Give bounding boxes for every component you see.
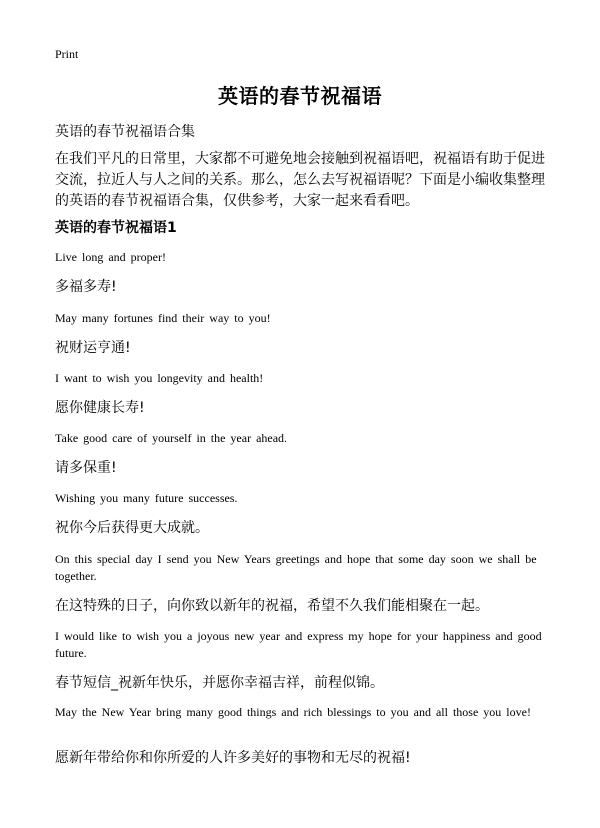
document-title: 英语的春节祝福语 bbox=[218, 84, 382, 108]
english-line: On this special day I send you New Years greetings and hope that some day soon we shall be together. bbox=[55, 552, 537, 583]
english-line: May many fortunes find their way to you! bbox=[55, 311, 271, 325]
english-line: Take good care of yourself in the year ahead. bbox=[55, 431, 288, 445]
section-heading: 英语的春节祝福语1 bbox=[55, 220, 177, 236]
intro-paragraph: 在我们平凡的日常里，大家都不可避免地会接触到祝福语吧，祝福语有助于促进交流，拉近人与人之间的关系。那么，怎么去写祝福语呢？下面是小编收集整理的英语的春节祝福语合集，仅供参考，大家一起来看看吧。 bbox=[55, 151, 545, 209]
english-line: Wishing you many future successes. bbox=[55, 491, 238, 505]
chinese-line: 祝你今后获得更大成就。 bbox=[55, 520, 209, 536]
english-line: May the New Year bring many good things and rich blessings to you and all those you love! bbox=[55, 705, 531, 719]
chinese-line: 愿你健康长寿! bbox=[55, 400, 145, 416]
document-subtitle: 英语的春节祝福语合集 bbox=[55, 124, 195, 140]
chinese-line: 春节短信_祝新年快乐，并愿你幸福吉祥，前程似锦。 bbox=[55, 675, 384, 691]
chinese-line: 请多保重! bbox=[55, 460, 117, 476]
chinese-line: 祝财运亨通! bbox=[55, 340, 131, 356]
chinese-line: 在这特殊的日子，向你致以新年的祝福，希望不久我们能相聚在一起。 bbox=[55, 598, 489, 614]
print-label[interactable]: Print bbox=[55, 47, 79, 61]
chinese-line: 多福多寿! bbox=[55, 279, 117, 295]
english-line: I would like to wish you a joyous new year and express my hope for your happiness and good future. bbox=[55, 629, 542, 660]
english-line: I want to wish you longevity and health! bbox=[55, 371, 264, 385]
chinese-line: 愿新年带给你和你所爱的人许多美好的事物和无尽的祝福! bbox=[55, 750, 411, 766]
english-line: Live long and proper! bbox=[55, 250, 166, 264]
